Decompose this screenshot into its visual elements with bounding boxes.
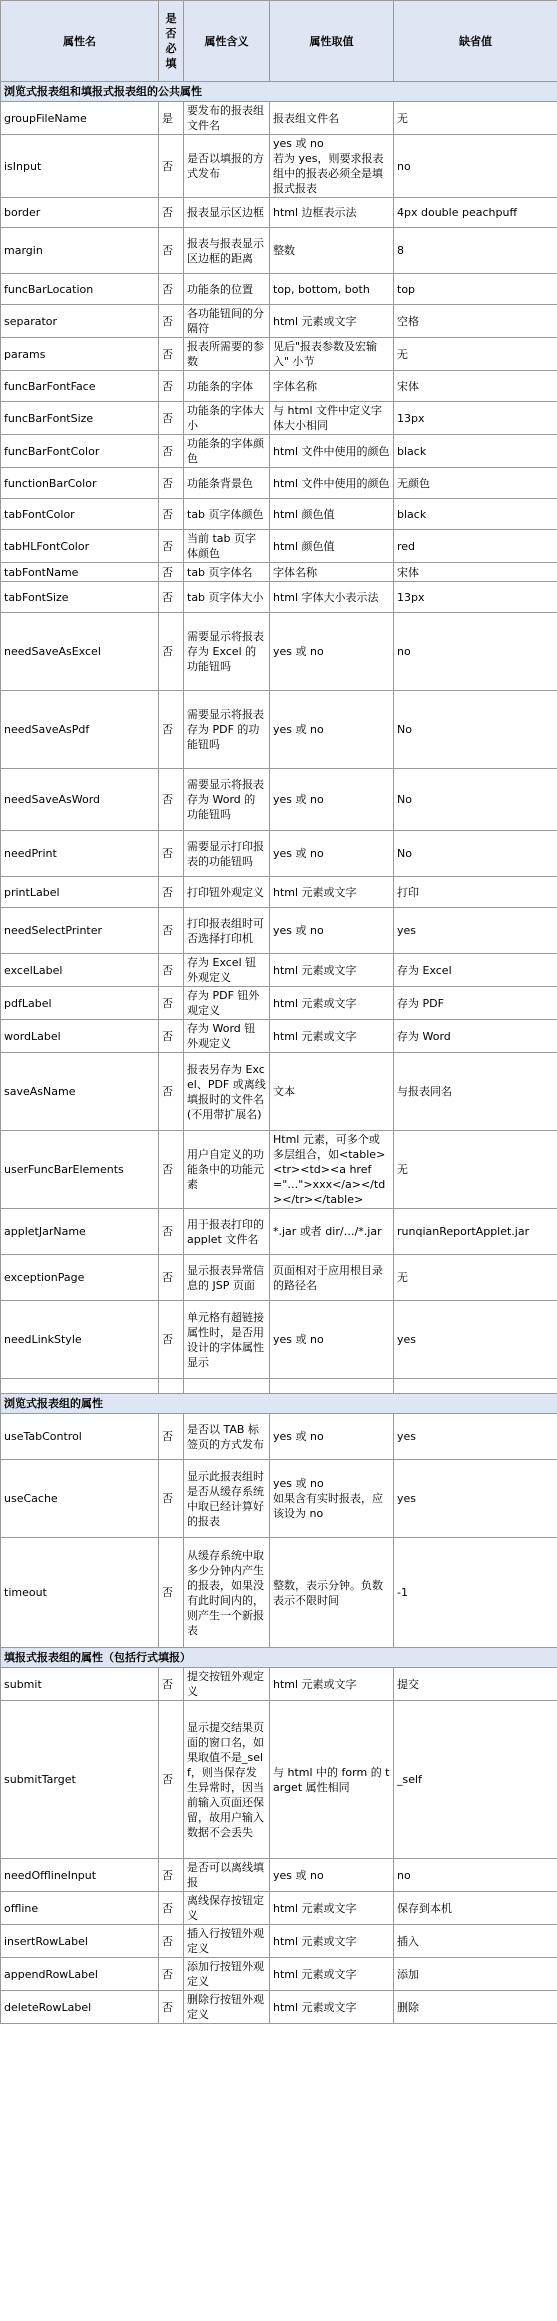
required-cell: 否: [159, 1460, 184, 1538]
header-value: 属性取值: [270, 1, 394, 82]
meaning-cell: tab 页字体名: [184, 563, 270, 582]
value-cell: *.jar 或者 dir/…/*.jar: [270, 1209, 394, 1255]
value-cell: 报表组文件名: [270, 102, 394, 135]
required-cell: 否: [159, 987, 184, 1020]
required-cell: 否: [159, 1414, 184, 1460]
property-name-cell: timeout: [1, 1538, 159, 1648]
table-row: [1, 1668, 557, 1701]
meaning-cell: 从缓存系统中取多少分钟内产生的报表，如果没有此时间内的，则产生一个新报表: [184, 1538, 270, 1648]
required-cell: 否: [159, 831, 184, 877]
meaning-cell: 存为 Excel 钮外观定义: [184, 954, 270, 987]
value-cell: 与 html 文件中定义字体大小相同: [270, 402, 394, 435]
table-row: [1, 1460, 557, 1538]
meaning-cell: 显示报表异常信息的 JSP 页面: [184, 1255, 270, 1301]
property-name-cell: deleteRowLabel: [1, 1991, 159, 2024]
default-cell: 无颜色: [394, 468, 557, 499]
default-cell: runqianReportApplet.jar: [394, 1209, 557, 1255]
property-name-cell: funcBarFontSize: [1, 402, 159, 435]
default-cell: 插入: [394, 1925, 557, 1958]
default-cell: No: [394, 831, 557, 877]
meaning-cell: 存为 PDF 钮外观定义: [184, 987, 270, 1020]
meaning-cell: 插入行按钮外观定义: [184, 1925, 270, 1958]
value-cell: 见后"报表参数及宏输入" 小节: [270, 338, 394, 371]
default-cell: yes: [394, 1414, 557, 1460]
blank-cell: [394, 1379, 557, 1394]
default-cell: 无: [394, 102, 557, 135]
required-cell: 否: [159, 877, 184, 908]
table-row: [1, 769, 557, 831]
section-title: 填报式报表组的属性（包括行式填报）: [1, 1648, 557, 1668]
value-cell: yes 或 no: [270, 1859, 394, 1892]
required-cell: 否: [159, 1701, 184, 1859]
table-row: [1, 1958, 557, 1991]
meaning-cell: 用于报表打印的 applet 文件名: [184, 1209, 270, 1255]
value-cell: html 元素或文字: [270, 1892, 394, 1925]
required-cell: 否: [159, 1053, 184, 1131]
meaning-cell: 报表显示区边框: [184, 198, 270, 228]
default-cell: no: [394, 135, 557, 198]
property-name-cell: isInput: [1, 135, 159, 198]
property-name-cell: separator: [1, 305, 159, 338]
meaning-cell: 单元格有超链接属性时，是否用设计的字体属性显示: [184, 1301, 270, 1379]
required-cell: 否: [159, 1209, 184, 1255]
table-row: [1, 530, 557, 563]
property-name-cell: excelLabel: [1, 954, 159, 987]
value-cell: yes 或 no 若为 yes，则要求报表组中的报表必须全是填报式报表: [270, 135, 394, 198]
section-title: 浏览式报表组的属性: [1, 1394, 557, 1414]
value-cell: 页面相对于应用根目录的路径名: [270, 1255, 394, 1301]
default-cell: black: [394, 435, 557, 468]
table-row: [1, 1701, 557, 1859]
required-cell: 否: [159, 1991, 184, 2024]
meaning-cell: 需要显示打印报表的功能钮吗: [184, 831, 270, 877]
property-name-cell: useTabControl: [1, 1414, 159, 1460]
header-meaning: 属性含义: [184, 1, 270, 82]
table-row: [1, 613, 557, 691]
table-row: [1, 582, 557, 613]
property-name-cell: appletJarName: [1, 1209, 159, 1255]
property-name-cell: needOfflineInput: [1, 1859, 159, 1892]
default-cell: No: [394, 691, 557, 769]
required-cell: 否: [159, 691, 184, 769]
required-cell: 否: [159, 402, 184, 435]
header-required: 是否必填: [159, 1, 184, 82]
table-row: [1, 228, 557, 274]
value-cell: Html 元素，可多个或多层组合，如<table><tr><td><a href="…">xxx</a></td></tr></table>: [270, 1131, 394, 1209]
table-row: [1, 371, 557, 402]
value-cell: 字体名称: [270, 371, 394, 402]
required-cell: 否: [159, 1301, 184, 1379]
blank-cell: [270, 1379, 394, 1394]
property-name-cell: wordLabel: [1, 1020, 159, 1053]
table-row: [1, 198, 557, 228]
default-cell: 4px double peachpuff: [394, 198, 557, 228]
property-name-cell: funcBarLocation: [1, 274, 159, 305]
default-cell: black: [394, 499, 557, 530]
meaning-cell: 离线保存按钮定义: [184, 1892, 270, 1925]
meaning-cell: 需要显示将报表存为 Excel 的功能钮吗: [184, 613, 270, 691]
required-cell: 否: [159, 582, 184, 613]
table-row: [1, 1925, 557, 1958]
value-cell: 字体名称: [270, 563, 394, 582]
value-cell: html 元素或文字: [270, 1925, 394, 1958]
property-name-cell: margin: [1, 228, 159, 274]
header-name: 属性名: [1, 1, 159, 82]
property-name-cell: needSelectPrinter: [1, 908, 159, 954]
property-name-cell: border: [1, 198, 159, 228]
default-cell: top: [394, 274, 557, 305]
default-cell: 13px: [394, 402, 557, 435]
value-cell: html 元素或文字: [270, 1958, 394, 1991]
table-body: [1, 82, 557, 2024]
table-row: [1, 563, 557, 582]
property-name-cell: pdfLabel: [1, 987, 159, 1020]
required-cell: 否: [159, 135, 184, 198]
default-cell: 保存到本机: [394, 1892, 557, 1925]
property-name-cell: submitTarget: [1, 1701, 159, 1859]
header-row: [1, 1, 557, 82]
value-cell: html 颜色值: [270, 530, 394, 563]
default-cell: yes: [394, 1460, 557, 1538]
value-cell: html 元素或文字: [270, 1668, 394, 1701]
meaning-cell: 功能条的字体颜色: [184, 435, 270, 468]
required-cell: 否: [159, 305, 184, 338]
required-cell: 否: [159, 1925, 184, 1958]
value-cell: html 元素或文字: [270, 877, 394, 908]
property-name-cell: tabFontColor: [1, 499, 159, 530]
default-cell: 删除: [394, 1991, 557, 2024]
required-cell: 是: [159, 102, 184, 135]
property-name-cell: userFuncBarElements: [1, 1131, 159, 1209]
property-name-cell: tabFontName: [1, 563, 159, 582]
property-name-cell: groupFileName: [1, 102, 159, 135]
table-row: [1, 1892, 557, 1925]
section-row: [1, 1394, 557, 1414]
default-cell: 存为 PDF: [394, 987, 557, 1020]
meaning-cell: tab 页字体颜色: [184, 499, 270, 530]
meaning-cell: 打印报表组时可否选择打印机: [184, 908, 270, 954]
value-cell: yes 或 no: [270, 908, 394, 954]
value-cell: top, bottom, both: [270, 274, 394, 305]
property-name-cell: params: [1, 338, 159, 371]
property-name-cell: exceptionPage: [1, 1255, 159, 1301]
value-cell: 整数: [270, 228, 394, 274]
property-name-cell: insertRowLabel: [1, 1925, 159, 1958]
meaning-cell: 功能条的位置: [184, 274, 270, 305]
meaning-cell: 显示此报表组时是否从缓存系统中取已经计算好的报表: [184, 1460, 270, 1538]
section-title: 浏览式报表组和填报式报表组的公共属性: [1, 82, 557, 102]
value-cell: yes 或 no: [270, 691, 394, 769]
table-row: [1, 831, 557, 877]
table-row: [1, 987, 557, 1020]
property-name-cell: needLinkStyle: [1, 1301, 159, 1379]
default-cell: no: [394, 613, 557, 691]
meaning-cell: 报表另存为 Excel、PDF 或离线填报时的文件名(不用带扩展名): [184, 1053, 270, 1131]
value-cell: html 颜色值: [270, 499, 394, 530]
default-cell: yes: [394, 908, 557, 954]
required-cell: 否: [159, 1859, 184, 1892]
meaning-cell: 功能条的字体: [184, 371, 270, 402]
table-row: [1, 1538, 557, 1648]
value-cell: yes 或 no: [270, 613, 394, 691]
meaning-cell: 需要显示将报表存为 Word 的功能钮吗: [184, 769, 270, 831]
default-cell: 宋体: [394, 371, 557, 402]
meaning-cell: 打印钮外观定义: [184, 877, 270, 908]
required-cell: 否: [159, 613, 184, 691]
table-row: [1, 1131, 557, 1209]
property-name-cell: offline: [1, 1892, 159, 1925]
value-cell: html 元素或文字: [270, 1020, 394, 1053]
required-cell: 否: [159, 908, 184, 954]
default-cell: 打印: [394, 877, 557, 908]
meaning-cell: 当前 tab 页字体颜色: [184, 530, 270, 563]
table-row: [1, 305, 557, 338]
required-cell: 否: [159, 198, 184, 228]
section-row: [1, 1648, 557, 1668]
required-cell: 否: [159, 274, 184, 305]
table-row: [1, 102, 557, 135]
meaning-cell: 要发布的报表组文件名: [184, 102, 270, 135]
table-row: [1, 435, 557, 468]
table-row: [1, 338, 557, 371]
blank-cell: [184, 1379, 270, 1394]
property-name-cell: needSaveAsWord: [1, 769, 159, 831]
value-cell: html 元素或文字: [270, 1991, 394, 2024]
required-cell: 否: [159, 1538, 184, 1648]
value-cell: yes 或 no: [270, 831, 394, 877]
default-cell: yes: [394, 1301, 557, 1379]
property-name-cell: appendRowLabel: [1, 1958, 159, 1991]
table-row: [1, 402, 557, 435]
default-cell: 无: [394, 1255, 557, 1301]
required-cell: 否: [159, 1255, 184, 1301]
default-cell: 宋体: [394, 563, 557, 582]
default-cell: 无: [394, 338, 557, 371]
default-cell: 提交: [394, 1668, 557, 1701]
meaning-cell: tab 页字体大小: [184, 582, 270, 613]
meaning-cell: 添加行按钮外观定义: [184, 1958, 270, 1991]
default-cell: -1: [394, 1538, 557, 1648]
required-cell: 否: [159, 530, 184, 563]
table-row: [1, 274, 557, 305]
value-cell: html 元素或文字: [270, 305, 394, 338]
required-cell: 否: [159, 1131, 184, 1209]
required-cell: 否: [159, 228, 184, 274]
required-cell: 否: [159, 1892, 184, 1925]
value-cell: 整数，表示分钟。负数表示不限时间: [270, 1538, 394, 1648]
default-cell: 与报表同名: [394, 1053, 557, 1131]
table-row: [1, 877, 557, 908]
default-cell: No: [394, 769, 557, 831]
meaning-cell: 是否以填报的方式发布: [184, 135, 270, 198]
header-default: 缺省值: [394, 1, 557, 82]
property-name-cell: saveAsName: [1, 1053, 159, 1131]
value-cell: yes 或 no 如果含有实时报表，应该设为 no: [270, 1460, 394, 1538]
required-cell: 否: [159, 954, 184, 987]
blank-row: [1, 1379, 557, 1394]
value-cell: html 元素或文字: [270, 987, 394, 1020]
property-name-cell: funcBarFontFace: [1, 371, 159, 402]
table-row: [1, 135, 557, 198]
table-row: [1, 954, 557, 987]
default-cell: _self: [394, 1701, 557, 1859]
required-cell: 否: [159, 1668, 184, 1701]
meaning-cell: 存为 Word 钮外观定义: [184, 1020, 270, 1053]
property-name-cell: tabHLFontColor: [1, 530, 159, 563]
required-cell: 否: [159, 769, 184, 831]
required-cell: 否: [159, 338, 184, 371]
property-name-cell: needSaveAsPdf: [1, 691, 159, 769]
value-cell: html 字体大小表示法: [270, 582, 394, 613]
property-name-cell: funcBarFontColor: [1, 435, 159, 468]
required-cell: 否: [159, 435, 184, 468]
table-row: [1, 908, 557, 954]
required-cell: 否: [159, 499, 184, 530]
meaning-cell: 功能条背景色: [184, 468, 270, 499]
value-cell: yes 或 no: [270, 769, 394, 831]
default-cell: no: [394, 1859, 557, 1892]
value-cell: yes 或 no: [270, 1301, 394, 1379]
meaning-cell: 删除行按钮外观定义: [184, 1991, 270, 2024]
meaning-cell: 用户自定义的功能条中的功能元素: [184, 1131, 270, 1209]
value-cell: html 文件中使用的颜色: [270, 468, 394, 499]
required-cell: 否: [159, 1020, 184, 1053]
default-cell: 无: [394, 1131, 557, 1209]
property-name-cell: printLabel: [1, 877, 159, 908]
default-cell: 存为 Excel: [394, 954, 557, 987]
required-cell: 否: [159, 371, 184, 402]
table-row: [1, 468, 557, 499]
value-cell: html 边框表示法: [270, 198, 394, 228]
value-cell: 与 html 中的 form 的 target 属性相同: [270, 1701, 394, 1859]
meaning-cell: 各功能钮间的分隔符: [184, 305, 270, 338]
meaning-cell: 显示提交结果页面的窗口名，如果取值不是_self，则当保存发生异常时，因当前输入页面还保留，故用户输入数据不会丢失: [184, 1701, 270, 1859]
default-cell: 13px: [394, 582, 557, 613]
property-name-cell: needSaveAsExcel: [1, 613, 159, 691]
default-cell: 存为 Word: [394, 1020, 557, 1053]
meaning-cell: 报表所需要的参数: [184, 338, 270, 371]
property-name-cell: needPrint: [1, 831, 159, 877]
table-row: [1, 1301, 557, 1379]
meaning-cell: 功能条的字体大小: [184, 402, 270, 435]
blank-cell: [1, 1379, 159, 1394]
required-cell: 否: [159, 1958, 184, 1991]
section-row: [1, 82, 557, 102]
property-name-cell: functionBarColor: [1, 468, 159, 499]
value-cell: html 元素或文字: [270, 954, 394, 987]
meaning-cell: 报表与报表显示区边框的距离: [184, 228, 270, 274]
table-row: [1, 1209, 557, 1255]
property-name-cell: tabFontSize: [1, 582, 159, 613]
table-row: [1, 1053, 557, 1131]
value-cell: yes 或 no: [270, 1414, 394, 1460]
table-row: [1, 1255, 557, 1301]
blank-cell: [159, 1379, 184, 1394]
meaning-cell: 是否以 TAB 标签页的方式发布: [184, 1414, 270, 1460]
meaning-cell: 提交按钮外观定义: [184, 1668, 270, 1701]
required-cell: 否: [159, 563, 184, 582]
default-cell: 空格: [394, 305, 557, 338]
table-row: [1, 499, 557, 530]
table-row: [1, 1020, 557, 1053]
meaning-cell: 是否可以离线填报: [184, 1859, 270, 1892]
default-cell: 添加: [394, 1958, 557, 1991]
table-row: [1, 1859, 557, 1892]
table-row: [1, 1414, 557, 1460]
meaning-cell: 需要显示将报表存为 PDF 的功能钮吗: [184, 691, 270, 769]
property-name-cell: useCache: [1, 1460, 159, 1538]
value-cell: 文本: [270, 1053, 394, 1131]
default-cell: 8: [394, 228, 557, 274]
table-row: [1, 691, 557, 769]
required-cell: 否: [159, 468, 184, 499]
table-row: [1, 1991, 557, 2024]
default-cell: red: [394, 530, 557, 563]
property-name-cell: submit: [1, 1668, 159, 1701]
value-cell: html 文件中使用的颜色: [270, 435, 394, 468]
